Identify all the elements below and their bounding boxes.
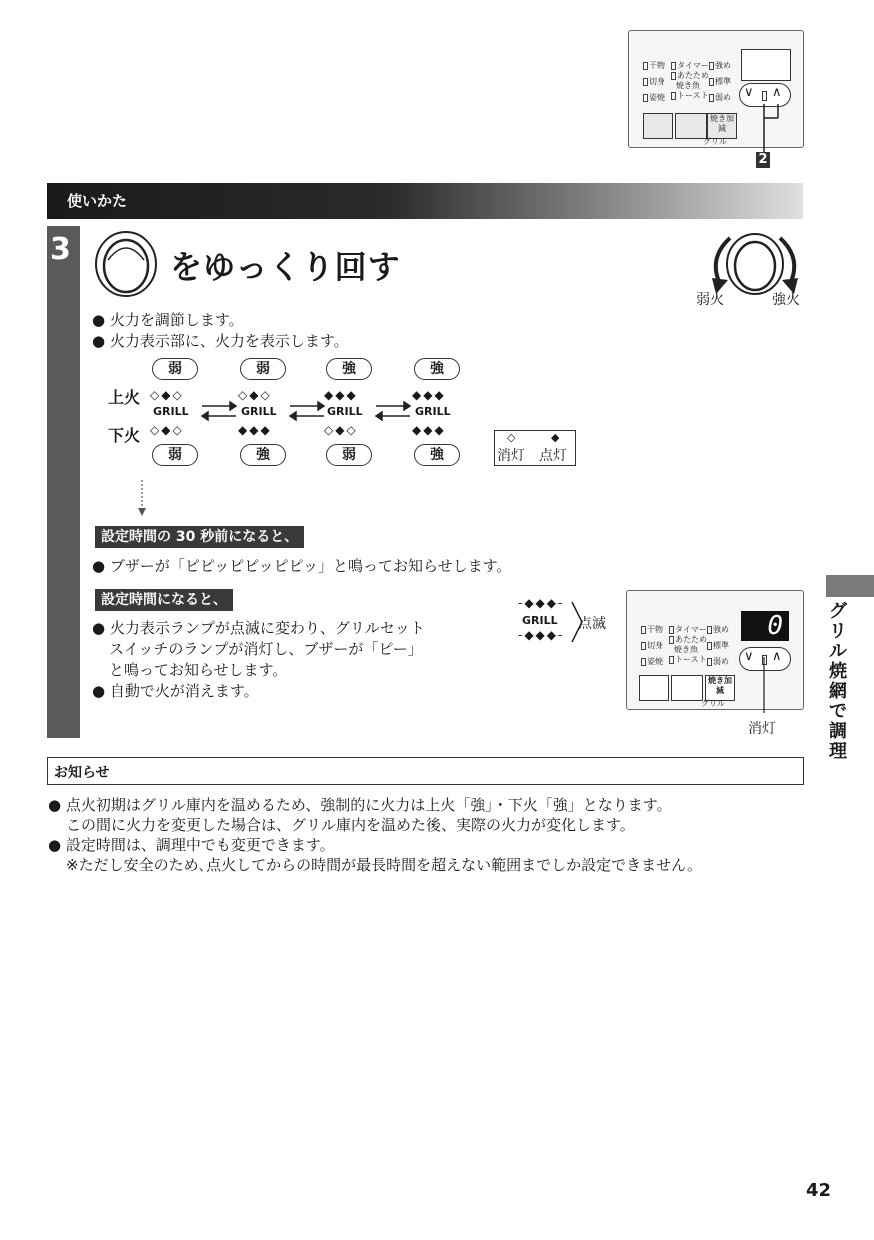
- grill-3: GRILL: [327, 405, 363, 418]
- side-tab-label: グ リ ル 焼 網 で 調 理: [829, 601, 847, 762]
- notice-lines: [48, 795, 702, 875]
- blink-lower-row: -◆◆◆-: [518, 628, 565, 642]
- control-panel-illustration-bottom: [626, 590, 804, 710]
- notice-line-1: ● 点火初期はグリル庫内を温めるため、強制的に火力は上火「強」・下火「強」となります。: [48, 796, 672, 814]
- off-callout-line: [760, 655, 770, 715]
- knob-left-label: 弱火: [696, 292, 724, 308]
- grill-set-button: [643, 113, 673, 139]
- grill-set-button-b: [639, 675, 669, 701]
- top-level-2: 弱: [240, 358, 286, 380]
- grill-mode-button-b: [671, 675, 703, 701]
- upper-row-1: ◇◆◇: [150, 388, 184, 402]
- before-30s-header: 設定時間の 30 秒前になると、: [95, 526, 304, 548]
- bottom-level-1: 弱: [152, 444, 198, 466]
- lower-row-3: ◇◆◇: [324, 423, 358, 437]
- lamp-legend: [494, 430, 576, 466]
- at-time-bullet-1: ● 火力表示ランプが点滅に変わり、グリルセット: [92, 619, 425, 637]
- chevron-down-icon: ∨: [744, 649, 754, 664]
- section-header-bar: [47, 183, 803, 219]
- notice-line-3: ● 設定時間は、調理中でも変更できます。: [48, 836, 335, 854]
- bottom-level-3: 弱: [326, 444, 372, 466]
- grill-label: グリル: [703, 137, 727, 146]
- callout-number: 2: [756, 152, 770, 168]
- bullet-2: ● 火力表示部に、火力を表示します。: [92, 332, 349, 350]
- display-digit: 0: [767, 611, 783, 641]
- legend-on-label: 点灯: [539, 448, 567, 464]
- yaki-kagen-button-b: 焼き加減: [705, 675, 735, 701]
- display-window-b: [741, 611, 789, 641]
- lower-row-2: ◆◆◆: [238, 423, 272, 437]
- section-title: 使いかた: [67, 192, 128, 210]
- off-label: 消灯: [748, 721, 776, 737]
- lower-row-4: ◆◆◆: [412, 423, 446, 437]
- chevron-up-icon: ∧: [772, 649, 782, 664]
- notice-title: お知らせ: [54, 765, 110, 781]
- step-title: をゆっくり回す: [170, 248, 401, 286]
- mode-labels-col1-b: 干物 切身 姿焼: [641, 625, 663, 667]
- grill-4: GRILL: [415, 405, 451, 418]
- chevron-down-icon: ∨: [744, 85, 754, 100]
- bottom-level-2: 強: [240, 444, 286, 466]
- at-time-bullet-1-line3: と鳴ってお知らせします。: [109, 661, 288, 679]
- before-30s-text: ● ブザーが「ピピッピピッピピッ」と鳴ってお知らせします。: [92, 557, 512, 575]
- strength-labels: 強め 標準 弱め: [709, 61, 731, 103]
- transition-arrows: [200, 398, 440, 424]
- knob-rotation-icon: [700, 228, 810, 298]
- legend-on-symbol: ◆: [551, 431, 560, 444]
- upper-row-4: ◆◆◆: [412, 388, 446, 402]
- step-sidebar: [47, 226, 80, 738]
- mode-labels-col2-b: タイマー あたため 焼き魚 トースト: [669, 625, 707, 665]
- side-tab: [826, 575, 874, 597]
- notice-box: [47, 757, 804, 785]
- blink-grill: GRILL: [522, 614, 558, 627]
- bullet-1: ● 火力を調節します。: [92, 311, 244, 329]
- strength-labels-b: 強め 標準 弱め: [707, 625, 729, 667]
- upper-row-3: ◆◆◆: [324, 388, 358, 402]
- mode-labels-col2: タイマー あたため 焼き魚 トースト: [671, 61, 709, 101]
- blink-label: 点滅: [578, 616, 606, 632]
- at-time-bullet-1-line2: スイッチのランプが消灯し、ブザーが「ピー」: [109, 640, 423, 658]
- at-time-bullet-2: ● 自動で火が消えます。: [92, 682, 259, 700]
- lower-fire-label: 下火: [108, 426, 141, 445]
- display-window: [741, 49, 791, 81]
- callout-lines: [740, 100, 800, 160]
- legend-off-symbol: ◇: [507, 431, 516, 444]
- grill-label-b: グリル: [701, 699, 725, 708]
- mode-labels-col1: 干物 切身 姿焼: [643, 61, 665, 103]
- grill-mode-button: [675, 113, 707, 139]
- lower-row-1: ◇◆◇: [150, 423, 184, 437]
- upper-row-2: ◇◆◇: [238, 388, 272, 402]
- page-number: 42: [806, 1180, 832, 1201]
- upper-fire-label: 上火: [108, 388, 141, 407]
- yaki-kagen-button: 焼き加減: [707, 113, 737, 139]
- legend-off-label: 消灯: [497, 448, 525, 464]
- dotted-arrow-down-icon: [136, 478, 148, 520]
- at-time-header: 設定時間になると、: [95, 589, 233, 611]
- notice-line-4: ※ただし安全のため､点火してからの時間が最長時間を超えない範囲までしか設定できません。: [66, 856, 702, 874]
- step-bullets: [92, 310, 349, 352]
- chevron-up-icon: ∧: [772, 85, 782, 100]
- blink-upper-row: -◆◆◆-: [518, 596, 565, 610]
- knob-icon: [94, 230, 158, 298]
- step-number: 3: [50, 232, 71, 267]
- notice-line-2: この間に火力を変更した場合は、グリル庫内を温めた後、実際の火力が変化します。: [66, 816, 635, 834]
- grill-1: GRILL: [153, 405, 189, 418]
- top-level-4: 強: [414, 358, 460, 380]
- grill-2: GRILL: [241, 405, 277, 418]
- at-time-bullets: [92, 618, 425, 702]
- knob-right-label: 強火: [772, 292, 800, 308]
- top-level-3: 強: [326, 358, 372, 380]
- top-level-1: 弱: [152, 358, 198, 380]
- bottom-level-4: 強: [414, 444, 460, 466]
